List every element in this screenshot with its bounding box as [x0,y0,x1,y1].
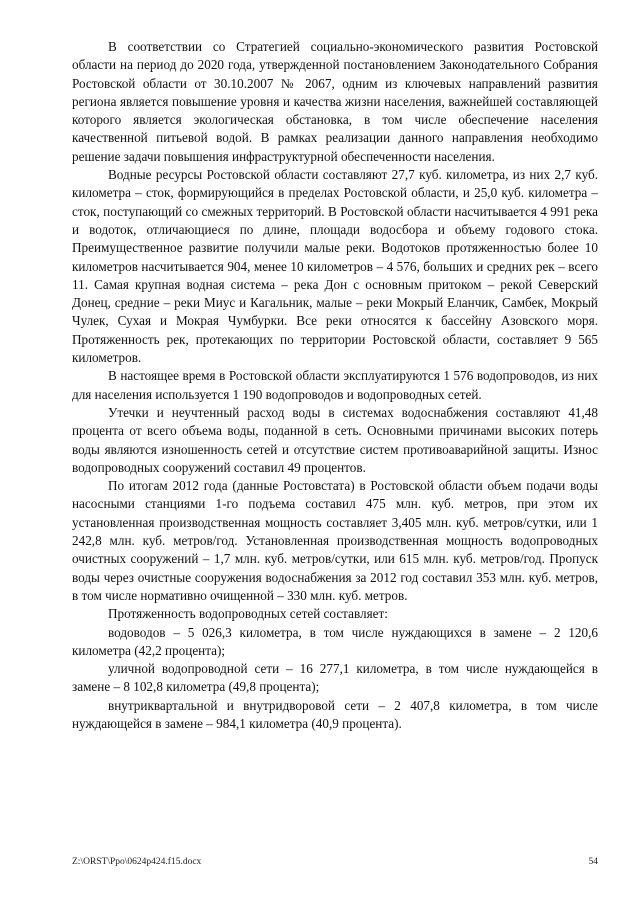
paragraph-intrablock-network: внутриквартальной и внутридворовой сети – 2 407,8 километра, в том числе нуждающейся в замене – 984,1 километра (40,9 процента). [72,697,598,731]
paragraph-network-length-intro: Протяженность водопроводных сетей составляет: [108,606,388,622]
paragraph-strategy: В соответствии со Стратегией социально-экономического развития Ростовской области на период до 2020 года, утвержденной постановлением Законодательного Собрания Ростовской области от 30.10.2007 № 2067, одним из ключевых направлений развития региона является повышение уровня и качества жизни населения, важнейшей составляющей которого является экологическая обстановка, в том числе обеспечение населения качественной питьевой водой. В рамках реализации данного направления необходимо решение задачи повышения инфраструктурной обеспеченности населения. [72,39,598,164]
paragraph-water-losses: Утечки и неучтенный расход воды в системах водоснабжения составляют 41,48 процента от всего объема воды, поданной в сеть. Основными причинами высоких потерь воды являются изношенность сетей и отсутствие систем противоаварийной защиты. Износ водопроводных сооружений составил 49 процентов. [72,404,598,475]
paragraph-water-resources: Водные ресурсы Ростовской области составляют 27,7 куб. километра, из них 2,7 куб. километра – сток, формирующийся в пределах Ростовской области, и 25,0 куб. километра – сток, поступающий со смежных территорий. В Ростовской области насчитывается 4 991 река и водоток, отличающиеся по длине, площади водосбора и объему годового стока. Преимущественное развитие получили малые реки. Водотоков протяженностью более 10 километров насчитывается 904, менее 10 километров – 4 576, больших и средних рек – всего 11. Самая крупная водная система – река Дон с основным притоком – рекой Северский Донец, средние – реки Миус и Кагальник, малые – реки Мокрый Еланчик, Самбек, Мокрый Чулек, Сухая и Мокрая Чумбурки. Все реки относятся к бассейну Азовского моря. Протяженность рек, протекающих по территории Ростовской области, составляет 9 565 километров. [72,167,598,366]
paragraph-conduits: водоводов – 5 026,3 километра, в том числе нуждающихся в замене – 2 120,6 километра (42,2 процента); [72,624,598,658]
paragraph-street-network: уличной водопроводной сети – 16 277,1 километра, в том числе нуждающейся в замене – 8 102,8 километра (49,8 процента); [72,661,598,695]
page-number: 54 [588,857,598,867]
document-body [72,38,598,733]
paragraph-water-supply-systems: В настоящее время в Ростовской области эксплуатируются 1 576 водопроводов, из них для населения используется 1 190 водопроводов и водопроводных сетей. [72,368,598,402]
file-path: Z:\ORST\Ppo\0624p424.f15.docx [72,857,202,867]
paragraph-2012-results: По итогам 2012 года (данные Ростовстата) в Ростовской области объем подачи воды насосными станциями 1-го подъема составил 475 млн. куб. метров, при этом их установленная производственная мощность составляет 3,405 млн. куб. метров/сутки, или 1 242,8 млн. куб. метров/год. Установленная производственная мощность водопроводных очистных сооружений – 1,7 млн. куб. метров/сутки, или 615 млн. куб. метров/год. Пропуск воды через очистные сооружения водоснабжения за 2012 год составил 353 млн. куб. метров, в том числе нормативно очищенной – 330 млн. куб. метров. [72,478,598,603]
